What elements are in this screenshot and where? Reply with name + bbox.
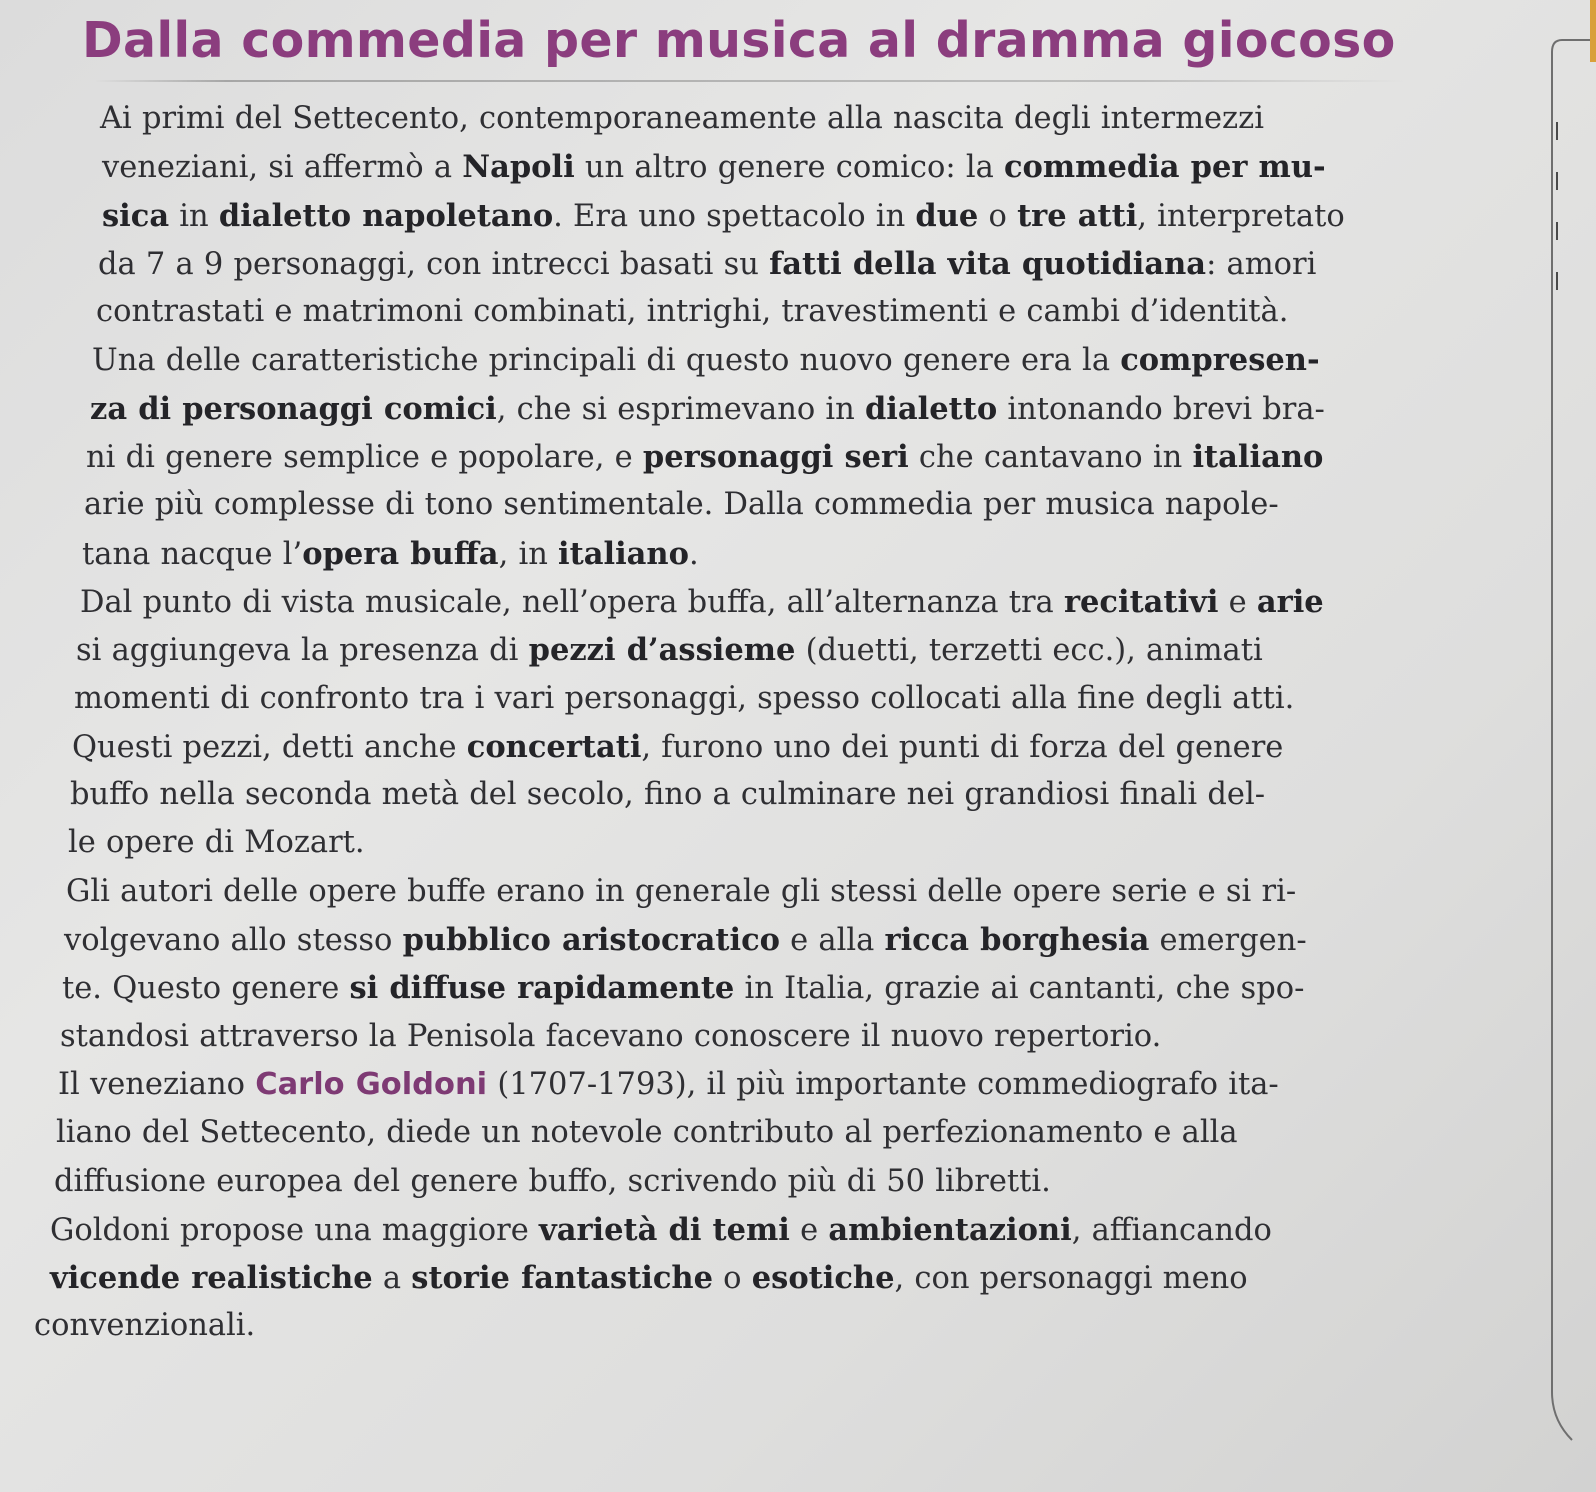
text-line <box>30 1061 1470 1109</box>
margin-tab <box>1532 0 1596 1492</box>
text-line <box>30 675 1470 723</box>
margin-tick <box>1556 122 1558 140</box>
bold-term: personaggi seri <box>642 439 909 476</box>
bold-term: Carlo Goldoni <box>255 1066 488 1102</box>
title-rule <box>95 80 1405 82</box>
text-run: o <box>978 198 1018 234</box>
text-line <box>30 771 1470 819</box>
text-run: ni di genere semplice e popolare, e <box>86 440 643 476</box>
bold-term: za di personaggi comici <box>90 390 497 427</box>
text-run: , con personaggi meno <box>894 1261 1248 1297</box>
text-run: veneziani, si affermò a <box>102 150 463 186</box>
margin-tick <box>1556 272 1558 290</box>
text-run: volgevano allo stesso <box>64 923 403 959</box>
text-run: e <box>1218 584 1257 620</box>
text-line <box>30 626 1470 674</box>
text-run: standosi attraverso la Penisola facevano conoscere il nuovo repertorio. <box>60 1018 1162 1054</box>
text-run: in Italia, grazie ai cantanti, che spo- <box>734 971 1305 1007</box>
text-line <box>30 143 1470 191</box>
text-run: momenti di confronto tra i vari personaggi, spesso collocati alla fine degli atti. <box>74 680 1295 716</box>
text-run: le opere di Mozart. <box>68 825 365 861</box>
text-line <box>30 288 1470 336</box>
text-run: Goldoni propose una maggiore <box>50 1212 539 1248</box>
text-run: un altro genere comico: la <box>574 150 1004 186</box>
bold-term: concertati <box>466 728 642 765</box>
bold-term: italiano <box>1192 439 1324 476</box>
bold-term: dialetto <box>864 390 998 427</box>
bold-term: pezzi d’assieme <box>528 632 796 669</box>
text-line <box>30 819 1470 867</box>
text-line <box>30 868 1470 916</box>
text-run: Il veneziano <box>58 1066 256 1102</box>
bold-term: due <box>915 197 979 234</box>
text-run: si aggiungeva la presenza di <box>76 633 529 669</box>
text-run: o <box>712 1261 752 1297</box>
bold-term: storie fantastiche <box>411 1260 713 1297</box>
text-run: . Era uno spettacolo in <box>553 198 916 234</box>
text-run: , furono uno dei punti di forza del genere <box>641 729 1284 765</box>
text-line <box>30 1206 1470 1254</box>
text-run: e alla <box>779 923 885 959</box>
text-run: intonando brevi bra- <box>997 391 1325 427</box>
page-title: Dalla commedia per musica al dramma giocoso <box>82 12 1396 69</box>
text-run: contrastati e matrimoni combinati, intrighi, travestimenti e cambi d’identità. <box>96 294 1289 330</box>
bold-term: esotiche <box>751 1260 895 1297</box>
bold-term: arie <box>1256 583 1324 620</box>
text-run: . <box>688 536 699 572</box>
text-run: Dal punto di vista musicale, nell’opera buffa, all’alternanza tra <box>80 584 1064 620</box>
text-line <box>30 385 1470 433</box>
text-run: Gli autori delle opere buffe erano in generale gli stessi delle opere serie e si ri- <box>66 873 1297 909</box>
text-run: , che si esprimevano in <box>496 391 865 427</box>
text-run: tana nacque l’ <box>82 536 303 572</box>
bold-term: fatti della vita quotidiana <box>769 245 1207 282</box>
bold-term: pubblico aristocratico <box>402 922 780 959</box>
bold-term: ambientazioni <box>828 1211 1072 1248</box>
bold-term: commedia per mu- <box>1003 149 1326 186</box>
text-line <box>30 433 1470 481</box>
text-line <box>30 95 1470 143</box>
margin-tick <box>1556 222 1558 240</box>
bold-term: Napoli <box>462 149 575 186</box>
bold-term: varietà di temi <box>538 1211 790 1248</box>
text-run: Ai primi del Settecento, contemporaneamente alla nascita degli intermezzi <box>100 101 1264 136</box>
text-line <box>30 578 1470 626</box>
text-run: te. Questo genere <box>62 971 350 1007</box>
text-line <box>30 1254 1470 1302</box>
text-run: Una delle caratteristiche principali di questo nuovo genere era la <box>92 343 1121 379</box>
text-run: diffusione europea del genere buffo, scrivendo più di 50 libretti. <box>54 1163 1051 1199</box>
margin-tick <box>1556 172 1558 190</box>
text-run: (1707-1793), il più importante commediografo ita- <box>487 1066 1279 1102</box>
text-run: che cantavano in <box>908 440 1193 476</box>
text-run: arie più complesse di tono sentimentale. Dalla commedia per musica napole- <box>84 487 1279 523</box>
bold-term: vicende realistiche <box>50 1260 373 1297</box>
bold-term: recitativi <box>1063 583 1219 620</box>
text-run: liano del Settecento, diede un notevole contributo al perfezionamento e alla <box>56 1115 1238 1151</box>
text-line <box>30 723 1470 771</box>
text-run: da 7 a 9 personaggi, con intrecci basati su <box>98 246 770 282</box>
text-run: convenzionali. <box>34 1308 256 1344</box>
text-run: , interpretato <box>1137 198 1345 234</box>
text-run: emergen- <box>1149 923 1307 959</box>
body-text <box>30 95 1470 1351</box>
margin-curve <box>1532 0 1596 1492</box>
text-run: , affiancando <box>1071 1212 1272 1248</box>
text-run: Questi pezzi, detti anche <box>72 729 467 765</box>
text-run: : amori <box>1206 246 1317 282</box>
text-line <box>30 481 1470 529</box>
bold-term: tre atti <box>1017 197 1138 234</box>
text-run: in <box>169 198 219 234</box>
text-line <box>30 530 1470 578</box>
text-line <box>30 336 1470 384</box>
text-line <box>30 192 1470 240</box>
text-line <box>30 964 1470 1012</box>
text-run: e <box>789 1212 829 1248</box>
text-line <box>30 1109 1470 1157</box>
bold-term: italiano <box>558 535 689 572</box>
text-line <box>30 916 1470 964</box>
text-line <box>30 240 1470 288</box>
text-run: a <box>372 1261 412 1297</box>
text-line <box>30 1013 1470 1061</box>
bold-term: compresen- <box>1120 342 1320 379</box>
text-run: , in <box>498 536 559 572</box>
bold-term: opera buffa <box>302 535 499 572</box>
text-run: (duetti, terzetti ecc.), animati <box>795 633 1263 669</box>
bold-term: ricca borghesia <box>884 922 1150 959</box>
bold-term: dialetto napoletano <box>218 197 554 234</box>
bold-term: sica <box>102 197 170 234</box>
text-line <box>30 1302 1470 1350</box>
text-line <box>30 1158 1470 1206</box>
text-run: buffo nella seconda metà del secolo, fino a culminare nei grandiosi finali del- <box>70 777 1266 813</box>
bold-term: si diffuse rapidamente <box>349 970 735 1007</box>
